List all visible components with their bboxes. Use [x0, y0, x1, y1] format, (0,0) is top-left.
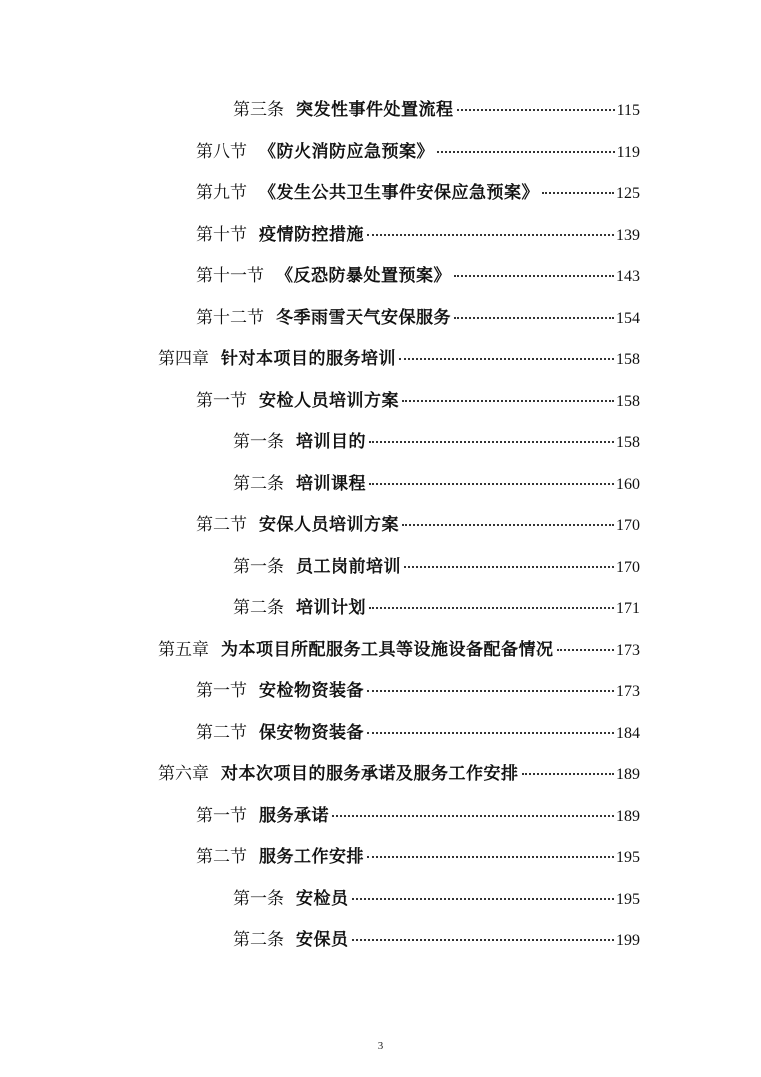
toc-entry-page: 119: [616, 144, 640, 161]
toc-entry[interactable]: [196, 305, 640, 331]
dot-leader: [352, 939, 615, 941]
toc-entry-page: 184: [616, 725, 640, 742]
dot-leader: [557, 649, 615, 651]
toc-entry-label: 第二节: [196, 847, 247, 867]
dot-leader: [369, 607, 614, 609]
toc-entry[interactable]: [196, 803, 640, 829]
page-number: 3: [377, 1040, 384, 1052]
toc-entry-page: 173: [616, 642, 640, 659]
toc-entry-title: 安保人员培训方案: [259, 515, 399, 535]
toc-entry-label: 第二条: [233, 598, 284, 618]
dot-leader: [367, 856, 614, 858]
toc-entry[interactable]: [233, 429, 640, 455]
toc-entry-title: 培训计划: [296, 598, 366, 618]
toc-entry[interactable]: [196, 678, 640, 704]
dot-leader: [352, 898, 615, 900]
toc-entry[interactable]: [196, 512, 640, 538]
toc-entry-page: 189: [616, 766, 640, 783]
dot-leader: [402, 524, 614, 526]
toc-entry-page: 139: [616, 227, 640, 244]
toc-entry[interactable]: [158, 637, 640, 663]
toc-entry-title: 培训课程: [296, 474, 366, 494]
toc-entry-title: 安检物资装备: [259, 681, 364, 701]
toc-entry-page: 199: [616, 932, 640, 949]
dot-leader: [454, 317, 614, 319]
toc-entry-label: 第三条: [233, 100, 284, 120]
toc-entry-label: 第四章: [158, 349, 209, 369]
toc-entry-label: 第八节: [196, 142, 247, 162]
toc-entry-title: 培训目的: [296, 432, 366, 452]
toc-entry-page: 143: [616, 268, 640, 285]
toc-entry-title: 安检员: [296, 889, 349, 909]
dot-leader: [437, 151, 615, 153]
toc-entry-label: 第十一节: [196, 266, 264, 286]
toc-entry-label: 第六章: [158, 764, 209, 784]
dot-leader: [404, 566, 614, 568]
toc-entry-page: 195: [616, 891, 640, 908]
toc-entry-label: 第一节: [196, 681, 247, 701]
toc-entry-page: 158: [616, 351, 640, 368]
toc-entry[interactable]: [233, 554, 640, 580]
toc-entry[interactable]: [196, 180, 640, 206]
toc-entry-page: 125: [616, 185, 640, 202]
dot-leader: [367, 234, 614, 236]
toc-entry-title: 突发性事件处置流程: [296, 100, 454, 120]
toc-entry[interactable]: [233, 886, 640, 912]
toc-entry-label: 第一条: [233, 889, 284, 909]
toc-entry[interactable]: [196, 139, 640, 165]
toc-entry-label: 第十二节: [196, 308, 264, 328]
toc-entry-title: 冬季雨雪天气安保服务: [276, 308, 451, 328]
toc-entry-page: 170: [616, 517, 640, 534]
dot-leader: [457, 109, 615, 111]
toc-entry-page: 115: [616, 102, 640, 119]
dot-leader: [542, 192, 614, 194]
toc-entry-title: 《发生公共卫生事件安保应急预案》: [259, 183, 539, 203]
toc-entry[interactable]: [233, 471, 640, 497]
toc-entry[interactable]: [196, 720, 640, 746]
toc-entry-title: 保安物资装备: [259, 723, 364, 743]
toc-entry-title: 安检人员培训方案: [259, 391, 399, 411]
toc-entry-label: 第五章: [158, 640, 209, 660]
toc-entry[interactable]: [196, 844, 640, 870]
toc-entry-label: 第一节: [196, 391, 247, 411]
dot-leader: [369, 441, 614, 443]
dot-leader: [367, 732, 614, 734]
dot-leader: [369, 483, 614, 485]
toc-entry-title: 服务承诺: [259, 806, 329, 826]
toc-entry-page: 189: [616, 808, 640, 825]
dot-leader: [402, 400, 614, 402]
dot-leader: [367, 690, 614, 692]
toc-entry-page: 158: [616, 393, 640, 410]
toc-entry-title: 对本次项目的服务承诺及服务工作安排: [221, 764, 519, 784]
toc-entry[interactable]: [233, 97, 640, 123]
toc-entry-title: 《反恐防暴处置预案》: [276, 266, 451, 286]
toc-entry-title: 安保员: [296, 930, 349, 950]
toc-entry-title: 疫情防控措施: [259, 225, 364, 245]
dot-leader: [522, 773, 615, 775]
toc-entry-page: 173: [616, 683, 640, 700]
dot-leader: [332, 815, 614, 817]
toc-entry-label: 第二条: [233, 474, 284, 494]
toc-entry-page: 154: [616, 310, 640, 327]
toc-entry-page: 170: [616, 559, 640, 576]
toc-entry-page: 158: [616, 434, 640, 451]
toc-entry-page: 160: [616, 476, 640, 493]
toc-entry[interactable]: [196, 222, 640, 248]
toc-entry[interactable]: [196, 263, 640, 289]
toc-entry-label: 第一条: [233, 432, 284, 452]
toc-entry-title: 员工岗前培训: [296, 557, 401, 577]
toc-entry-label: 第一条: [233, 557, 284, 577]
toc-entry-title: 针对本项目的服务培训: [221, 349, 396, 369]
toc-entry-page: 195: [616, 849, 640, 866]
toc-entry[interactable]: [233, 927, 640, 953]
toc-entry-title: 服务工作安排: [259, 847, 364, 867]
toc-entry-label: 第十节: [196, 225, 247, 245]
dot-leader: [399, 358, 614, 360]
dot-leader: [454, 275, 614, 277]
toc-entry[interactable]: [158, 346, 640, 372]
toc-entry[interactable]: [158, 761, 640, 787]
toc-entry[interactable]: [196, 388, 640, 414]
toc-entry-label: 第二节: [196, 723, 247, 743]
toc-entry-label: 第九节: [196, 183, 247, 203]
toc-entry-label: 第二节: [196, 515, 247, 535]
toc-entry-page: 171: [616, 600, 640, 617]
toc-entry-label: 第一节: [196, 806, 247, 826]
toc-entry[interactable]: [233, 595, 640, 621]
toc-entry-title: 为本项目所配服务工具等设施设备配备情况: [221, 640, 554, 660]
toc-entry-title: 《防火消防应急预案》: [259, 142, 434, 162]
toc-entry-label: 第二条: [233, 930, 284, 950]
